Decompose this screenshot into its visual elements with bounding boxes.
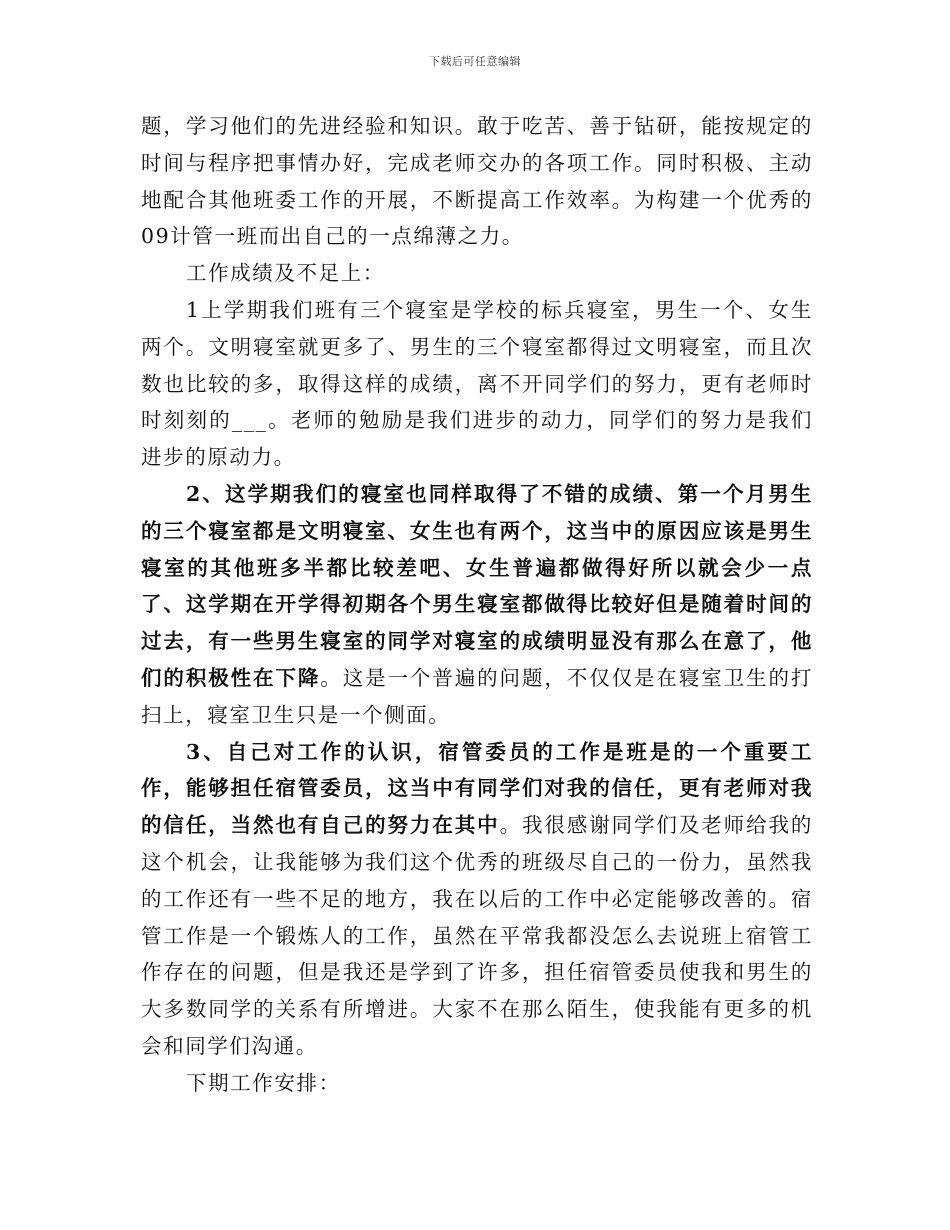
paragraph — [141, 734, 813, 1065]
document-body — [141, 108, 813, 1102]
page-header: 下载后可任意编辑 — [429, 55, 521, 68]
paragraph — [141, 476, 813, 734]
bold-text: 3、自己对工作的认识，宿管委员的工作是班是的一个重要工作，能够担任宿管委员，这当中有同学们对我的信任，更有老师对我的信任，当然也有自己的努力在其中 — [141, 739, 813, 838]
paragraph-text: 。这是一个普遍的问题，不仅仅是在寝室卫生的打扫上，寝室卫生只是一个侧面。 — [141, 665, 813, 727]
section-heading: 工作成绩及不足上： — [186, 261, 385, 286]
bold-text: 2、这学期我们的寝室也同样取得了不错的成绩、第一个月男生的三个寝室都是文明寝室、女生也有两个，这当中的原因应该是男生寝室的其他班多半都比较差吧、女生普遍都做得好所以就会少一点了、这学期在开学得初期各个男生寝室都做得比较好但是随着时间的过去，有一些男生寝室的同学对寝室的成绩明显没有那么在意了，他们的积极性在下降 — [141, 481, 813, 690]
paragraph: 题，学习他们的先进经验和知识。敢于吃苦、善于钻研，能按规定的时间与程序把事情办好，完成老师交办的各项工作。同时积极、主动地配合其他班委工作的开展，不断提高工作效率。为构建一个优秀的09计管一班而出自己的一点绵薄之力。 — [141, 114, 813, 249]
paragraph: 1上学期我们班有三个寝室是学校的标兵寝室，男生一个、女生两个。文明寝室就更多了、男生的三个寝室都得过文明寝室，而且次数也比较的多，取得这样的成绩，离不开同学们的努力，更有老师时时刻刻的___。老师的勉励是我们进步的动力，同学们的努力是我们进步的原动力。 — [141, 297, 813, 470]
paragraph-text: 。我很感谢同学们及老师给我的这个机会，让我能够为我们这个优秀的班级尽自己的一份力，虽然我的工作还有一些不足的地方，我在以后的工作中必定能够改善的。宿管工作是一个锻炼人的工作，虽然在平常我都没怎么去说班上宿管工作存在的问题，但是我还是学到了许多，担任宿管委员使我和男生的大多数同学的关系有所增进。大家不在那么陌生，使我能有更多的机会和同学们沟通。 — [141, 813, 813, 1058]
section-heading: 下期工作安排： — [186, 1070, 341, 1095]
